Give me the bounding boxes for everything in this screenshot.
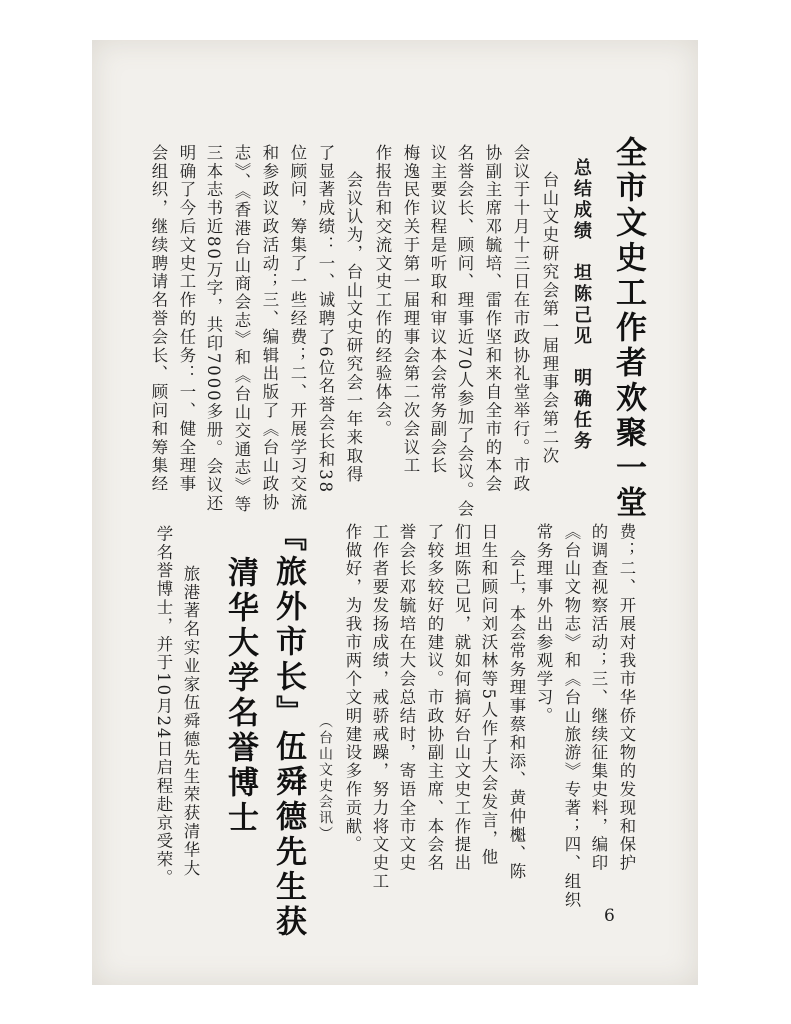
article1-upper-line: 议主要议程是听取和审议本会常务副会长 (428, 144, 447, 476)
article1-subtitle: 总结成绩 坦陈己见 明确任务 (571, 158, 592, 452)
article1-upper-line: 协副主席邓毓培、雷作坚和来自全市的本会 (483, 144, 502, 494)
article1-upper-line: 会组织，继续聘请名誉会长、顾问和筹集经 (149, 144, 168, 494)
article1-lower-line: 了较多较好的建议。市政协副主席、本会名 (425, 523, 444, 873)
article2-body-line: 旅港著名实业家伍舜德先生荣获清华大 (181, 565, 200, 878)
article1-lower-line: 日生和顾问刘沃林等5人作了大会发言，他 (479, 523, 498, 867)
article1-lower-line: 的调查视察活动；三、继续征集史料，编印 (589, 523, 608, 873)
article1-upper-line: 和参政议政活动；三、编辑出版了《台山政协 (260, 144, 279, 512)
article1-upper-line: 位顾问，筹集了一些经费；二、开展学习交流 (288, 144, 307, 512)
article1-lower-line: 费；二、开展对我市华侨文物的发现和保护 (617, 523, 636, 873)
article1-upper-line: 三本志书近80万字，共印7000多册。会议还 (204, 144, 223, 513)
article1-title: 全市文史工作者欢聚一堂 (610, 136, 646, 521)
article1-lower-line: 誉会长邓毓培在大会总结时，寄语全市文史 (397, 523, 416, 873)
article1-upper-line: 作报告和交流文史工作的经验体会。 (373, 144, 392, 439)
article1-lower-line: 们坦陈己见，就如何搞好台山文史工作提出 (452, 523, 471, 873)
article1-upper-line: 了显著成绩：一、诚聘了6位名誉会长和38 (316, 144, 335, 495)
article2-body-line: 学名誉博士，并于10月24日启程赴京受荣。 (154, 525, 173, 888)
article1-upper-line: 台山文史研究会第一届理事会第二次 (540, 171, 559, 466)
article1-upper-line: 会议于十月十三日在市政协礼堂举行。市政 (511, 144, 530, 494)
article1-lower-line: 工作者要发扬成绩，戒骄戒躁，努力将文史工 (370, 523, 389, 891)
article2-title-line1: 『旅外市长』伍舜德先生获 (270, 520, 306, 940)
article1-upper-line: 会议认为，台山文史研究会一年来取得 (344, 171, 363, 484)
article1-lower-line: 会上，本会常务理事蔡和添、黄仲櫆、陈 (507, 550, 526, 882)
article1-upper-line: 明确了今后文史工作的任务：一、健全理事 (177, 144, 196, 494)
article1-upper-line: 志》、《香港台山商会志》和《台山交通志》等 (232, 144, 251, 514)
article1-lower-line: 作做好，为我市两个文明建设多作贡献。 (343, 523, 362, 855)
page-number: 6 (604, 906, 615, 926)
article1-source: （台山文史会讯） (317, 714, 333, 842)
article1-upper-line: 名誉会长、顾问、理事近70人参加了会议。会 (455, 144, 474, 519)
article2-title-line2: 清华大学名誉博士 (222, 556, 258, 836)
article1-lower-line: 常务理事外出参观学习。 (534, 523, 553, 726)
article1-lower-line: 《台山文物志》和《台山旅游》专著；四、组织 (562, 523, 581, 910)
article1-upper-line: 梅逸民作关于第一届理事会第二次会议工 (401, 144, 420, 476)
